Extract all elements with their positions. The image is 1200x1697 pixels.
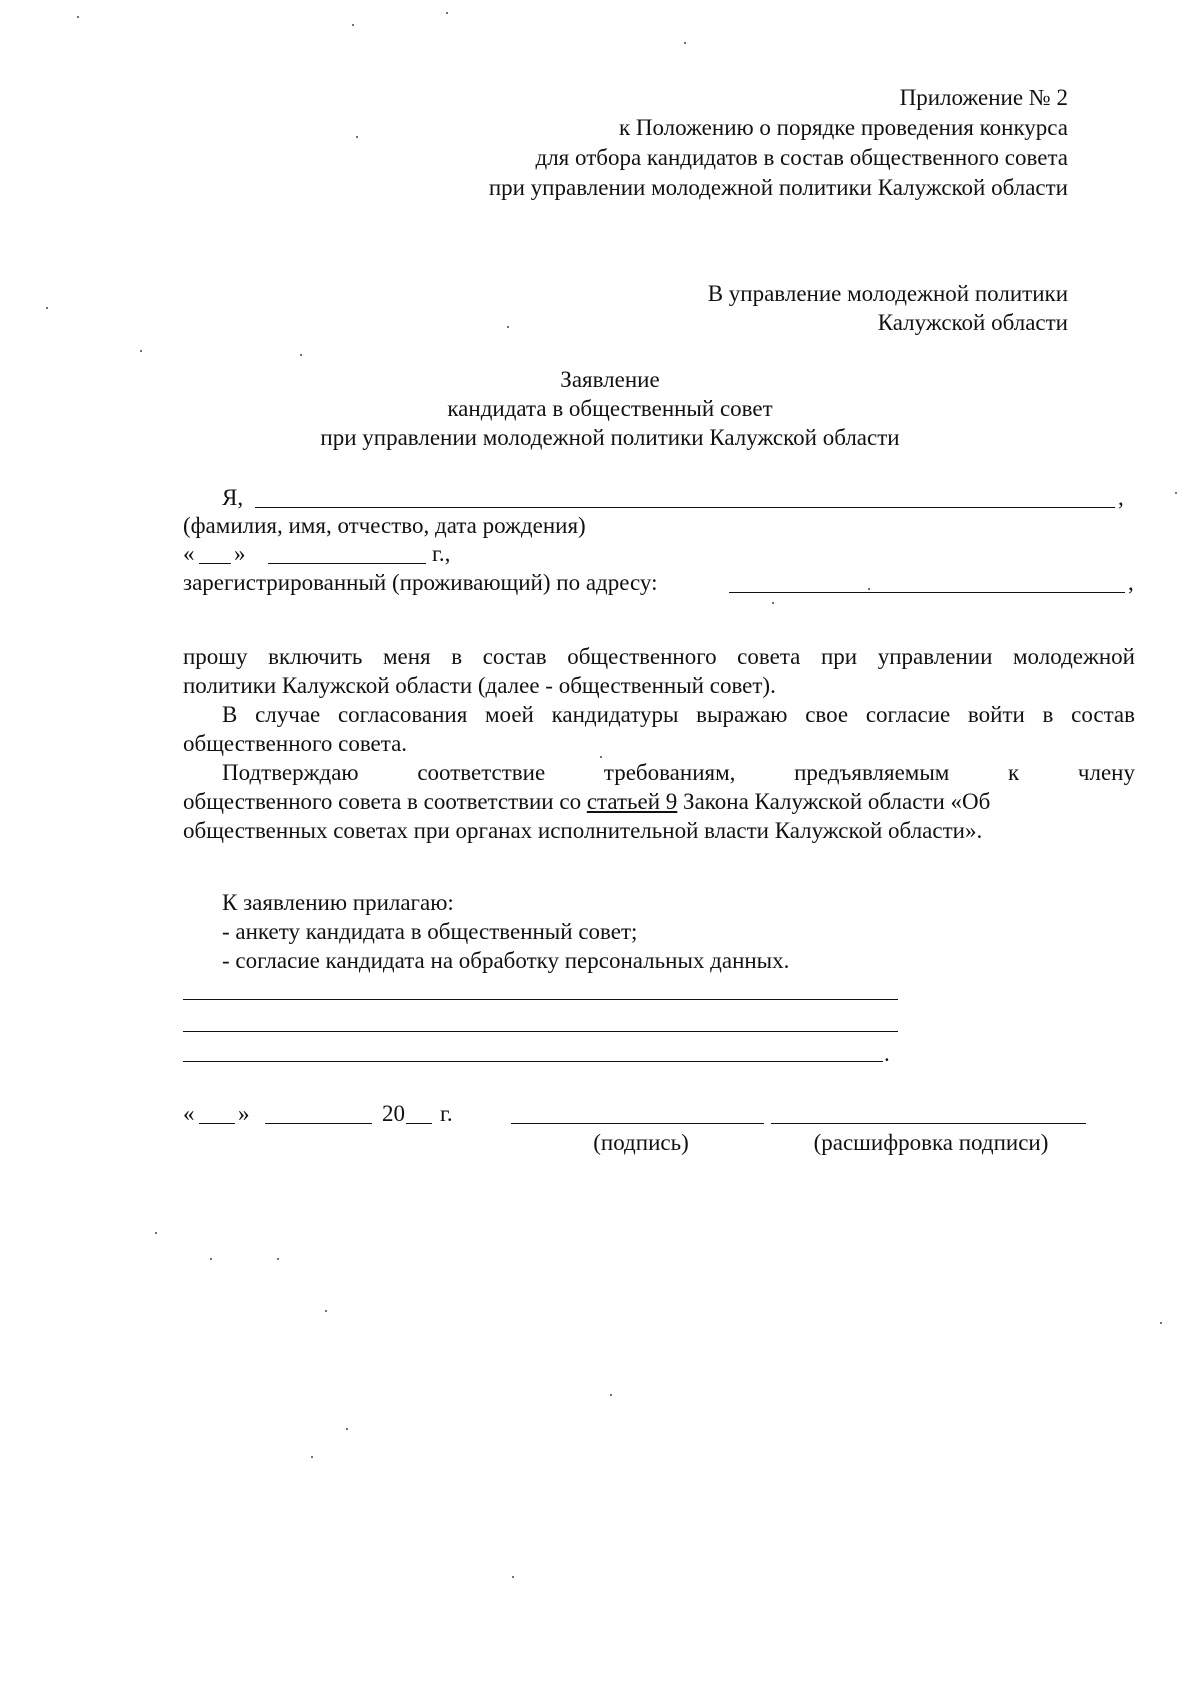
sign-date-year-blank[interactable] bbox=[406, 1123, 432, 1124]
address-label: зарегистрированный (проживающий) по адресу: bbox=[183, 570, 658, 595]
address-blank[interactable] bbox=[729, 592, 1125, 593]
sign-date-century: 20 bbox=[382, 1101, 405, 1126]
confirm-line-1: Подтверждаю соответствие требованиям, предъявляемым к члену bbox=[222, 760, 1135, 785]
signature-decode-hint: (расшифровка подписи) bbox=[813, 1130, 1049, 1155]
sign-date-close-quote: » bbox=[238, 1101, 250, 1126]
signature-blank[interactable] bbox=[511, 1123, 764, 1124]
scan-speck bbox=[512, 1576, 514, 1578]
birthdate-day-blank[interactable] bbox=[199, 563, 231, 564]
scan-speck bbox=[446, 12, 448, 14]
scan-speck bbox=[311, 1456, 313, 1458]
attachment-item: - согласие кандидата на обработку персональных данных. bbox=[222, 948, 790, 973]
appendix-ref-line-2: для отбора кандидатов в состав общественного совета bbox=[535, 145, 1068, 170]
scan-speck bbox=[352, 24, 354, 26]
birthdate-close-quote: » bbox=[234, 541, 246, 566]
scan-speck bbox=[1160, 1322, 1162, 1324]
attachment-blank-line[interactable] bbox=[183, 999, 898, 1000]
fio-hint: (фамилия, имя, отчество, дата рождения) bbox=[183, 513, 586, 538]
sign-date-month-blank[interactable] bbox=[265, 1123, 372, 1124]
signature-hint: (подпись) bbox=[593, 1130, 689, 1155]
request-line-2: политики Калужской области (далее - общественный совет). bbox=[183, 673, 776, 698]
scan-speck bbox=[868, 588, 870, 590]
address-trailing-comma: , bbox=[1128, 570, 1134, 595]
scan-speck bbox=[140, 350, 142, 352]
signature-decode-blank[interactable] bbox=[771, 1123, 1086, 1124]
confirm-line-2-end: Закона Калужской области «Об bbox=[677, 789, 991, 814]
attachments-intro: К заявлению прилагаю: bbox=[222, 890, 454, 915]
sign-date-day-blank[interactable] bbox=[199, 1123, 235, 1124]
appendix-ref-line-3: при управлении молодежной политики Калужской области bbox=[488, 175, 1068, 200]
scan-speck bbox=[325, 1310, 327, 1312]
consent-line-2: общественного совета. bbox=[183, 731, 408, 756]
scan-speck bbox=[277, 1258, 279, 1260]
confirm-line-3: общественных советах при органах исполнительной власти Калужской области». bbox=[183, 818, 983, 843]
scan-speck bbox=[1175, 492, 1177, 494]
scan-speck bbox=[210, 1258, 212, 1260]
scan-speck bbox=[356, 136, 358, 138]
scan-speck bbox=[346, 1428, 348, 1430]
fio-blank[interactable] bbox=[255, 507, 1115, 508]
document-subtitle-2: при управлении молодежной политики Калужской области bbox=[320, 425, 900, 450]
request-line-1: прошу включить меня в состав общественного совета при управлении молодежной bbox=[183, 644, 1135, 669]
appendix-number: Приложение № 2 bbox=[899, 85, 1068, 110]
scan-speck bbox=[46, 307, 48, 309]
birthdate-open-quote: « bbox=[183, 541, 195, 566]
birthdate-month-blank[interactable] bbox=[268, 563, 426, 564]
attachment-blank-line[interactable] bbox=[183, 1061, 883, 1062]
sign-date-year-suffix: г. bbox=[440, 1101, 453, 1126]
attachment-blank-line[interactable] bbox=[183, 1031, 898, 1032]
scan-speck bbox=[684, 42, 686, 44]
attachment-item: - анкету кандидата в общественный совет; bbox=[222, 919, 638, 944]
sign-date-open-quote: « bbox=[183, 1101, 195, 1126]
addressee-line-1: В управление молодежной политики bbox=[707, 281, 1068, 306]
scan-speck bbox=[77, 16, 79, 18]
article-9-link[interactable]: статьей 9 bbox=[586, 789, 678, 814]
attachments-trailing-period: . bbox=[884, 1041, 890, 1066]
scan-speck bbox=[300, 354, 302, 356]
appendix-ref-line-1: к Положению о порядке проведения конкурса bbox=[618, 115, 1068, 140]
document-subtitle-1: кандидата в общественный совет bbox=[447, 396, 773, 421]
scan-speck bbox=[507, 326, 509, 328]
confirm-line-2-start: общественного совета в соответствии со bbox=[183, 789, 587, 814]
fio-trailing-comma: , bbox=[1118, 485, 1124, 510]
birthdate-year-suffix: г., bbox=[432, 541, 451, 566]
confirm-line-2 bbox=[183, 787, 990, 817]
addressee-line-2: Калужской области bbox=[877, 310, 1068, 335]
scan-speck bbox=[772, 602, 774, 604]
i-label: Я, bbox=[222, 485, 244, 510]
scan-speck bbox=[610, 1394, 612, 1396]
consent-line-1: В случае согласования моей кандидатуры выражаю свое согласие войти в состав bbox=[222, 702, 1135, 727]
scan-speck bbox=[600, 756, 602, 758]
scan-speck bbox=[155, 1232, 157, 1234]
document-title: Заявление bbox=[560, 367, 660, 392]
